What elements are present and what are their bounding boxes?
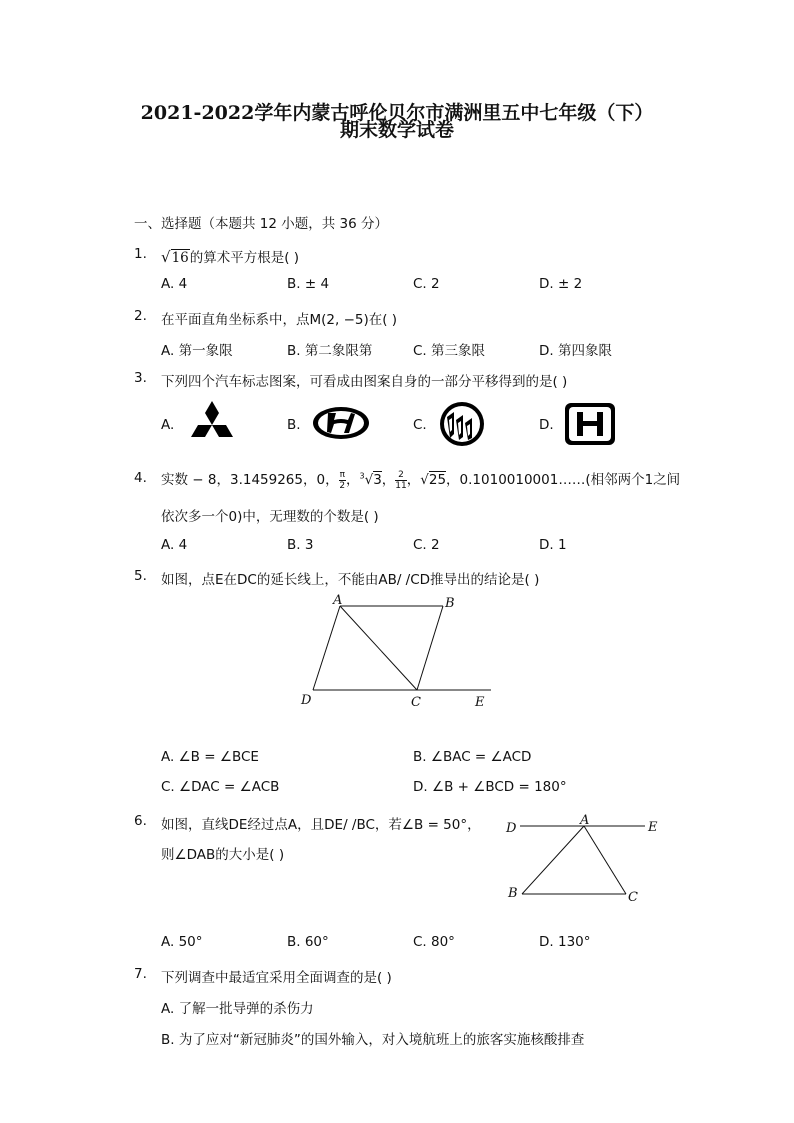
option-c[interactable]: C. 2 [413, 537, 440, 553]
exam-title-line1: 2021-2022学年内蒙古呼伦贝尔市满洲里五中七年级（下） [140, 102, 654, 124]
option-c[interactable]: C. 2 [413, 276, 440, 292]
sqrt-symbol: √ [420, 472, 429, 488]
option-a[interactable]: A. 4 [161, 537, 188, 553]
question-number: 2. [134, 308, 147, 324]
option-d[interactable]: D. 130° [539, 934, 591, 950]
option-a[interactable]: A. 4 [161, 276, 188, 292]
question-number: 4. [134, 470, 147, 486]
option-b[interactable]: B. 3 [287, 537, 314, 553]
point-label-e: E [648, 820, 658, 835]
option-d[interactable]: D. [539, 417, 554, 433]
section-heading: 一、选择题（本题共 12 小题，共 36 分） [134, 216, 389, 232]
point-label-a: A [333, 593, 343, 608]
question-number: 7. [134, 966, 147, 982]
point-label-e: E [475, 695, 485, 710]
fraction: $\frac{2}{11}$ [395, 469, 407, 491]
mitsubishi-logo-icon [185, 400, 239, 448]
question-stem: 在平面直角坐标系中，点M(2, −5)在( ) [161, 312, 398, 328]
point-label-c: C [628, 890, 638, 905]
option-a[interactable]: A. [161, 417, 175, 433]
question-stem-line2: 则∠DAB的大小是( ) [161, 847, 285, 863]
option-a[interactable]: A. ∠B = ∠BCE [161, 749, 259, 765]
hyundai-logo-icon [311, 405, 371, 441]
point-label-d: D [301, 693, 312, 708]
option-a[interactable]: A. 第一象限 [161, 343, 233, 359]
option-c[interactable]: C. 80° [413, 934, 455, 950]
option-a[interactable]: A. 了解一批导弹的杀伤力 [161, 1001, 314, 1017]
question-stem: 实数 − 8，3.1459265，0， $\frac{\pi}{2}$ ，$^3$√3， $\frac{2}{11}$ ，√25，0.1010010001……(相邻两个1之间 [161, 469, 681, 491]
point-label-d: D [506, 821, 517, 836]
point-label-c: C [411, 695, 421, 710]
question-number: 6. [134, 813, 147, 829]
option-c[interactable]: C. [413, 417, 427, 433]
triangle-figure [500, 810, 670, 910]
question-stem-line2: 依次多一个0)中，无理数的个数是( ) [161, 509, 379, 525]
option-b[interactable]: B. 为了应对“新冠肺炎”的国外输入，对入境航班上的旅客实施核酸排查 [161, 1032, 585, 1048]
option-b[interactable]: B. ∠BAC = ∠ACD [413, 749, 532, 765]
option-c[interactable]: C. ∠DAC = ∠ACB [161, 779, 280, 795]
question-stem: 如图，点E在DC的延长线上，不能由AB/ /CD推导出的结论是( ) [161, 572, 540, 588]
option-b[interactable]: B. 60° [287, 934, 329, 950]
point-label-b: B [508, 886, 518, 901]
option-a[interactable]: A. 50° [161, 934, 203, 950]
option-c[interactable]: C. 第三象限 [413, 343, 486, 359]
question-stem: √16的算术平方根是( ) [161, 248, 300, 266]
option-b[interactable]: B. 第二象限第 [287, 343, 373, 359]
exam-title-line2: 期末数学试卷 [339, 119, 454, 141]
question-number: 1. [134, 246, 147, 262]
question-stem: 如图，直线DE经过点A，且DE/ /BC，若∠B = 50°， [161, 817, 481, 833]
radicand: 16 [171, 250, 189, 266]
question-number: 5. [134, 568, 147, 584]
fraction: $\frac{\pi}{2}$ [339, 469, 346, 491]
option-b[interactable]: B. ± 4 [287, 276, 330, 292]
buick-logo-icon [437, 400, 487, 448]
point-label-a: A [580, 813, 590, 828]
sqrt-symbol: √ [161, 248, 171, 266]
honda-logo-icon [564, 402, 616, 446]
point-label-b: B [445, 596, 455, 611]
question-number: 3. [134, 370, 147, 386]
parallelogram-figure [295, 590, 505, 715]
option-d[interactable]: D. 第四象限 [539, 343, 612, 359]
option-d[interactable]: D. ± 2 [539, 276, 583, 292]
option-b[interactable]: B. [287, 417, 301, 433]
question-stem: 下列调查中最适宜采用全面调查的是( ) [161, 970, 392, 986]
question-stem: 下列四个汽车标志图案，可看成由图案自身的一部分平移得到的是( ) [161, 374, 568, 390]
option-d[interactable]: D. ∠B + ∠BCD = 180° [413, 779, 567, 795]
option-d[interactable]: D. 1 [539, 537, 567, 553]
cbrt-symbol: √ [364, 472, 374, 488]
